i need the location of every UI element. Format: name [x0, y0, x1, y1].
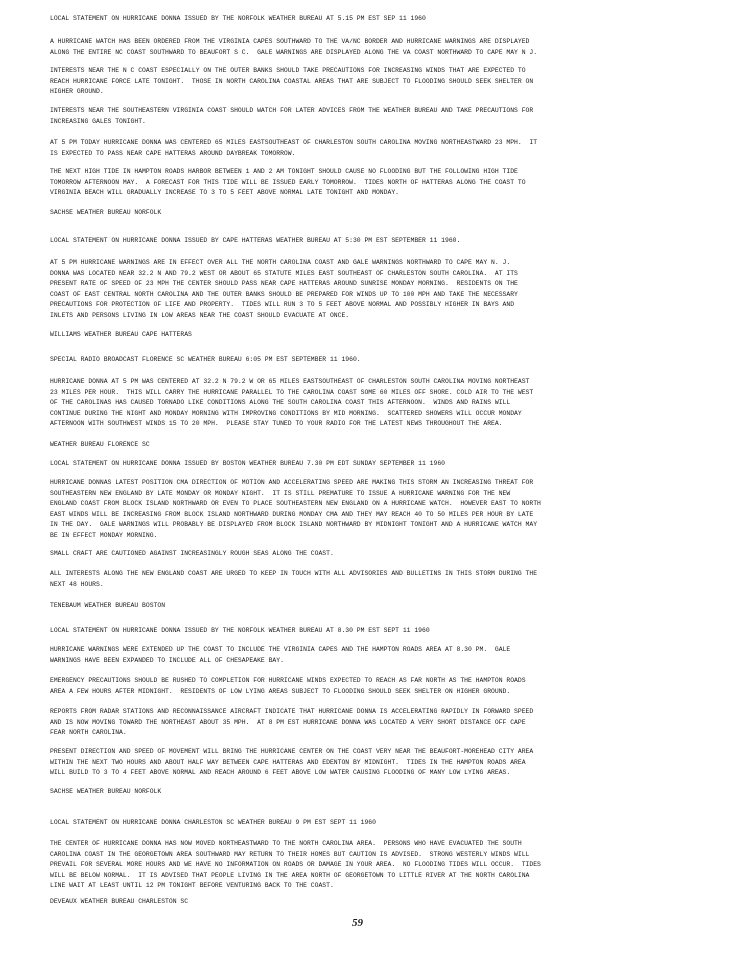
paragraph: AT 5 PM TODAY HURRICANE DONNA WAS CENTERED 65 MILES EASTSOUTHEAST OF CHARLESTON SOUTH CAROLINA MOVING NORTHEASTWARD 23 MPH. IT IS EXPECTED TO PASS NEAR CAPE HATTERAS AROUND DAYBREAK TOMORROW.: [50, 139, 538, 157]
paragraph: HURRICANE WARNINGS WERE EXTENDED UP THE COAST TO INCLUDE THE VIRGINIA CAPES AND THE HAMPTON ROADS AREA AT 8.30 PM. GALE WARNINGS HAVE BEEN EXPANDED TO INCLUDE ALL OF CHESAPEAKE BAY.: [50, 646, 511, 664]
signature-line: SACHSE WEATHER BUREAU NORFOLK: [50, 788, 162, 795]
page-number: 59: [352, 917, 363, 929]
statement-heading-charleston: LOCAL STATEMENT ON HURRICANE DONNA CHARLESTON SC WEATHER BUREAU 9 PM EST SEPT 11 1960: [50, 819, 376, 826]
signature-line: WEATHER BUREAU FLORENCE SC: [50, 441, 150, 448]
signature-line: DEVEAUX WEATHER BUREAU CHARLESTON SC: [50, 898, 189, 905]
statement-heading-boston: LOCAL STATEMENT ON HURRICANE DONNA ISSUED BY BOSTON WEATHER BUREAU 7.30 PM EDT SUNDAY SEPTEMBER 11 1960: [50, 460, 446, 467]
paragraph: THE NEXT HIGH TIDE IN HAMPTON ROADS HARBOR BETWEEN 1 AND 2 AM TONIGHT SHOULD CAUSE NO FLOODING BUT THE FOLLOWING HIGH TIDE TOMORROW AFTERNOON MAY. A FORECAST FOR THIS TIDE WILL BE ISSUED EARLY TOMORROW. TIDES NORTH OF HATTERAS ALONG THE COAST TO VIRGINIA BEACH WILL GRADUALLY INCREASE TO 3 TO 5 FEET ABOVE NORMAL LATE TONIGHT AND MONDAY.: [50, 168, 526, 197]
paragraph: PRESENT DIRECTION AND SPEED OF MOVEMENT WILL BRING THE HURRICANE CENTER ON THE COAST VERY NEAR THE BEAUFORT-MOREHEAD CITY AREA WITHIN THE NEXT TWO HOURS AND ABOUT HALF WAY BETWEEN CAPE HATTERAS AND EDENTON BY MIDNIGHT. TIDES IN THE HAMPTON ROADS AREA WILL BUILD TO 3 TO 4 FEET ABOVE NORMAL AND REACH AROUND 6 FEET ABOVE LOW WATER CAUSING FLOODING OF MANY LOW LYING AREAS.: [50, 748, 534, 777]
paragraph: REPORTS FROM RADAR STATIONS AND RECONNAISSANCE AIRCRAFT INDICATE THAT HURRICANE DONNA IS ACCELERATING RAPIDLY IN FORWARD SPEED AND IS NOW MOVING TOWARD THE NORTHEAST ABOUT 35 MPH. AT 8 PM EST HURRICANE DONNA WAS LOCATED A VERY SHORT DISTANCE OFF CAPE FEAR NORTH CAROLINA.: [50, 708, 534, 737]
paragraph: HURRICANE DONNA AT 5 PM WAS CENTERED AT 32.2 N 79.2 W OR 65 MILES EASTSOUTHEAST OF CHARLESTON SOUTH CAROLINA MOVING NORTHEAST 23 MILES PER HOUR. THIS WILL CARRY THE HURRICANE PARALLEL TO THE CAROLINA COAST SOME 60 MILES OFF SHORE. COLD AIR TO THE WEST OF THE CAROLINAS HAS CAUSED TORNADO LIKE CONDITIONS ALONG THE SOUTH CAROLINA COAST THIS AFTERNOON. WINDS AND RAINS WILL CONTINUE DURING THE NIGHT AND MONDAY MORNING WITH IMPROVING CONDITIONS BY MID MORNING. SCATTERED SHOWERS WILL OCCUR MONDAY AFTERNOON WITH SOUTHWEST WINDS 15 TO 20 MPH. PLEASE STAY TUNED TO YOUR RADIO FOR THE LATEST NEWS THROUGHOUT THE AREA.: [50, 378, 534, 428]
statement-heading-norfolk-830: LOCAL STATEMENT ON HURRICANE DONNA ISSUED BY THE NORFOLK WEATHER BUREAU AT 8.30 PM EST SEPT 11 1960: [50, 627, 430, 634]
paragraph: AT 5 PM HURRICANE WARNINGS ARE IN EFFECT OVER ALL THE NORTH CAROLINA COAST AND GALE WARNINGS NORTHWARD TO CAPE MAY N. J. DONNA WAS LOCATED NEAR 32.2 N AND 79.2 WEST OR ABOUT 65 STATUTE MILES EAST SOUTHEAST OF CHARLESTON SOUTH CAROLINA. AT ITS PRESENT RATE OF SPEED OF 23 MPH THE CENTER SHOULD PASS NEAR CAPE HATTERAS AROUND SUNRISE MONDAY MORNING. RESIDENTS ON THE COAST OF EAST CENTRAL NORTH CAROLINA AND THE OUTER BANKS SHOULD BE PREPARED FOR WINDS UP TO 100 MPH AND TAKE THE NECESSARY PRECAUTIONS FOR PROTECTION OF LIFE AND PROPERTY. TIDES WILL RUN 3 TO 5 FEET ABOVE NORMAL AND POSSIBLY HIGHER IN BAYS AND INLETS AND PERSONS LIVING IN LOW AREAS NEAR THE COAST SHOULD EVACUATE AT ONCE.: [50, 259, 518, 319]
signature-line: SACHSE WEATHER BUREAU NORFOLK: [50, 209, 162, 216]
signature-line: WILLIAMS WEATHER BUREAU CAPE HATTERAS: [50, 331, 192, 338]
paragraph: THE CENTER OF HURRICANE DONNA HAS NOW MOVED NORTHEASTWARD TO THE NORTH CAROLINA AREA. PERSONS WHO HAVE EVACUATED THE SOUTH CAROLINA COAST IN THE GEORGETOWN AREA SOUTHWARD MAY RETURN TO THEIR HOMES BUT CAUTION IS ADVISED. STRONG WESTERLY WINDS WILL PREVAIL FOR SEVERAL MORE HOURS AND WE HAVE NO INFORMATION ON ROADS OR DAMAGE IN YOUR AREA. NO FLOODING TIDES WILL OCCUR. TIDES WILL BE BELOW NORMAL. IT IS ADVISED THAT PEOPLE LIVING IN THE AREA NORTH OF GEORGETOWN TO LITTLE RIVER AT THE NORTH CAROLINA LINE WAIT AT LEAST UNTIL 12 PM TONIGHT BEFORE VENTURING BACK TO THE COAST.: [50, 840, 541, 890]
statement-heading-cape-hatteras: LOCAL STATEMENT ON HURRICANE DONNA ISSUED BY CAPE HATTERAS WEATHER BUREAU AT 5:30 PM EST SEPTEMBER 11 1960.: [50, 237, 461, 244]
paragraph: SMALL CRAFT ARE CAUTIONED AGAINST INCREASINGLY ROUGH SEAS ALONG THE COAST.: [50, 550, 334, 557]
paragraph: EMERGENCY PRECAUTIONS SHOULD BE RUSHED TO COMPLETION FOR HURRICANE WINDS EXPECTED TO REACH AS FAR NORTH AS THE HAMPTON ROADS AREA A FEW HOURS AFTER MIDNIGHT. RESIDENTS OF LOW LYING AREAS SUBJECT TO FLOODING SHOULD SEEK SHELTER ON HIGHER GROUND.: [50, 677, 526, 695]
statement-heading-florence: SPECIAL RADIO BROADCAST FLORENCE SC WEATHER BUREAU 6:05 PM EST SEPTEMBER 11 1960.: [50, 356, 361, 363]
statement-heading-norfolk-515: LOCAL STATEMENT ON HURRICANE DONNA ISSUED BY THE NORFOLK WEATHER BUREAU AT 5.15 PM EST SEP 11 1960: [50, 15, 426, 22]
paragraph: INTERESTS NEAR THE SOUTHEASTERN VIRGINIA COAST SHOULD WATCH FOR LATER ADVICES FROM THE WEATHER BUREAU AND TAKE PRECAUTIONS FOR INCREASING GALES TONIGHT.: [50, 107, 534, 125]
paragraph: ALL INTERESTS ALONG THE NEW ENGLAND COAST ARE URGED TO KEEP IN TOUCH WITH ALL ADVISORIES AND BULLETINS IN THIS STORM DURING THE NEXT 48 HOURS.: [50, 570, 538, 588]
paragraph: HURRICANE DONNAS LATEST POSITION CMA DIRECTION OF MOTION AND ACCELERATING SPEED ARE MAKING THIS STORM AN INCREASING THREAT FOR SOUTHEASTERN NEW ENGLAND BY LATE MONDAY OR MONDAY NIGHT. IT IS STILL PREMATURE TO ISSUE A HURRICANE WARNING FOR THE NEW ENGLAND COAST FROM BLOCK ISLAND NORTHWARD OR EVEN TO PLACE SOUTHEASTERN NEW ENGLAND ON A HURRICANE WATCH. HOWEVER EAST TO NORTH EAST WINDS WILL BE INCREASING FROM BLOCK ISLAND NORTHWARD DURING MONDAY CMA AND THEY MAY REACH 40 TO 50 MILES PER HOUR BY LATE IN THE DAY. GALE WARNINGS WILL PROBABLY BE DISPLAYED FROM BLOCK ISLAND NORTHWARD BY MIDNIGHT TONIGHT AND A HURRICANE WATCH MAY BE IN EFFECT MONDAY MORNING.: [50, 479, 541, 539]
paragraph: INTERESTS NEAR THE N C COAST ESPECIALLY ON THE OUTER BANKS SHOULD TAKE PRECAUTIONS FOR INCREASING WINDS THAT ARE EXPECTED TO REACH HURRICANE FORCE LATE TONIGHT. THOSE IN NORTH CAROLINA COASTAL AREAS THAT ARE SUBJECT TO FLOODING SHOULD SEEK SHELTER ON HIGHER GROUND.: [50, 67, 534, 96]
signature-line: TENEBAUM WEATHER BUREAU BOSTON: [50, 602, 166, 609]
paragraph: A HURRICANE WATCH HAS BEEN ORDERED FROM THE VIRGINIA CAPES SOUTHWARD TO THE VA/NC BORDER AND HURRICANE WARNINGS ARE DISPLAYED ALONG THE ENTIRE NC COAST SOUTHWARD TO BEAUFORT S C. GALE WARNINGS ARE DISPLAYED ALONG THE VA COAST NORTHWARD TO CAPE MAY N J.: [50, 38, 538, 56]
